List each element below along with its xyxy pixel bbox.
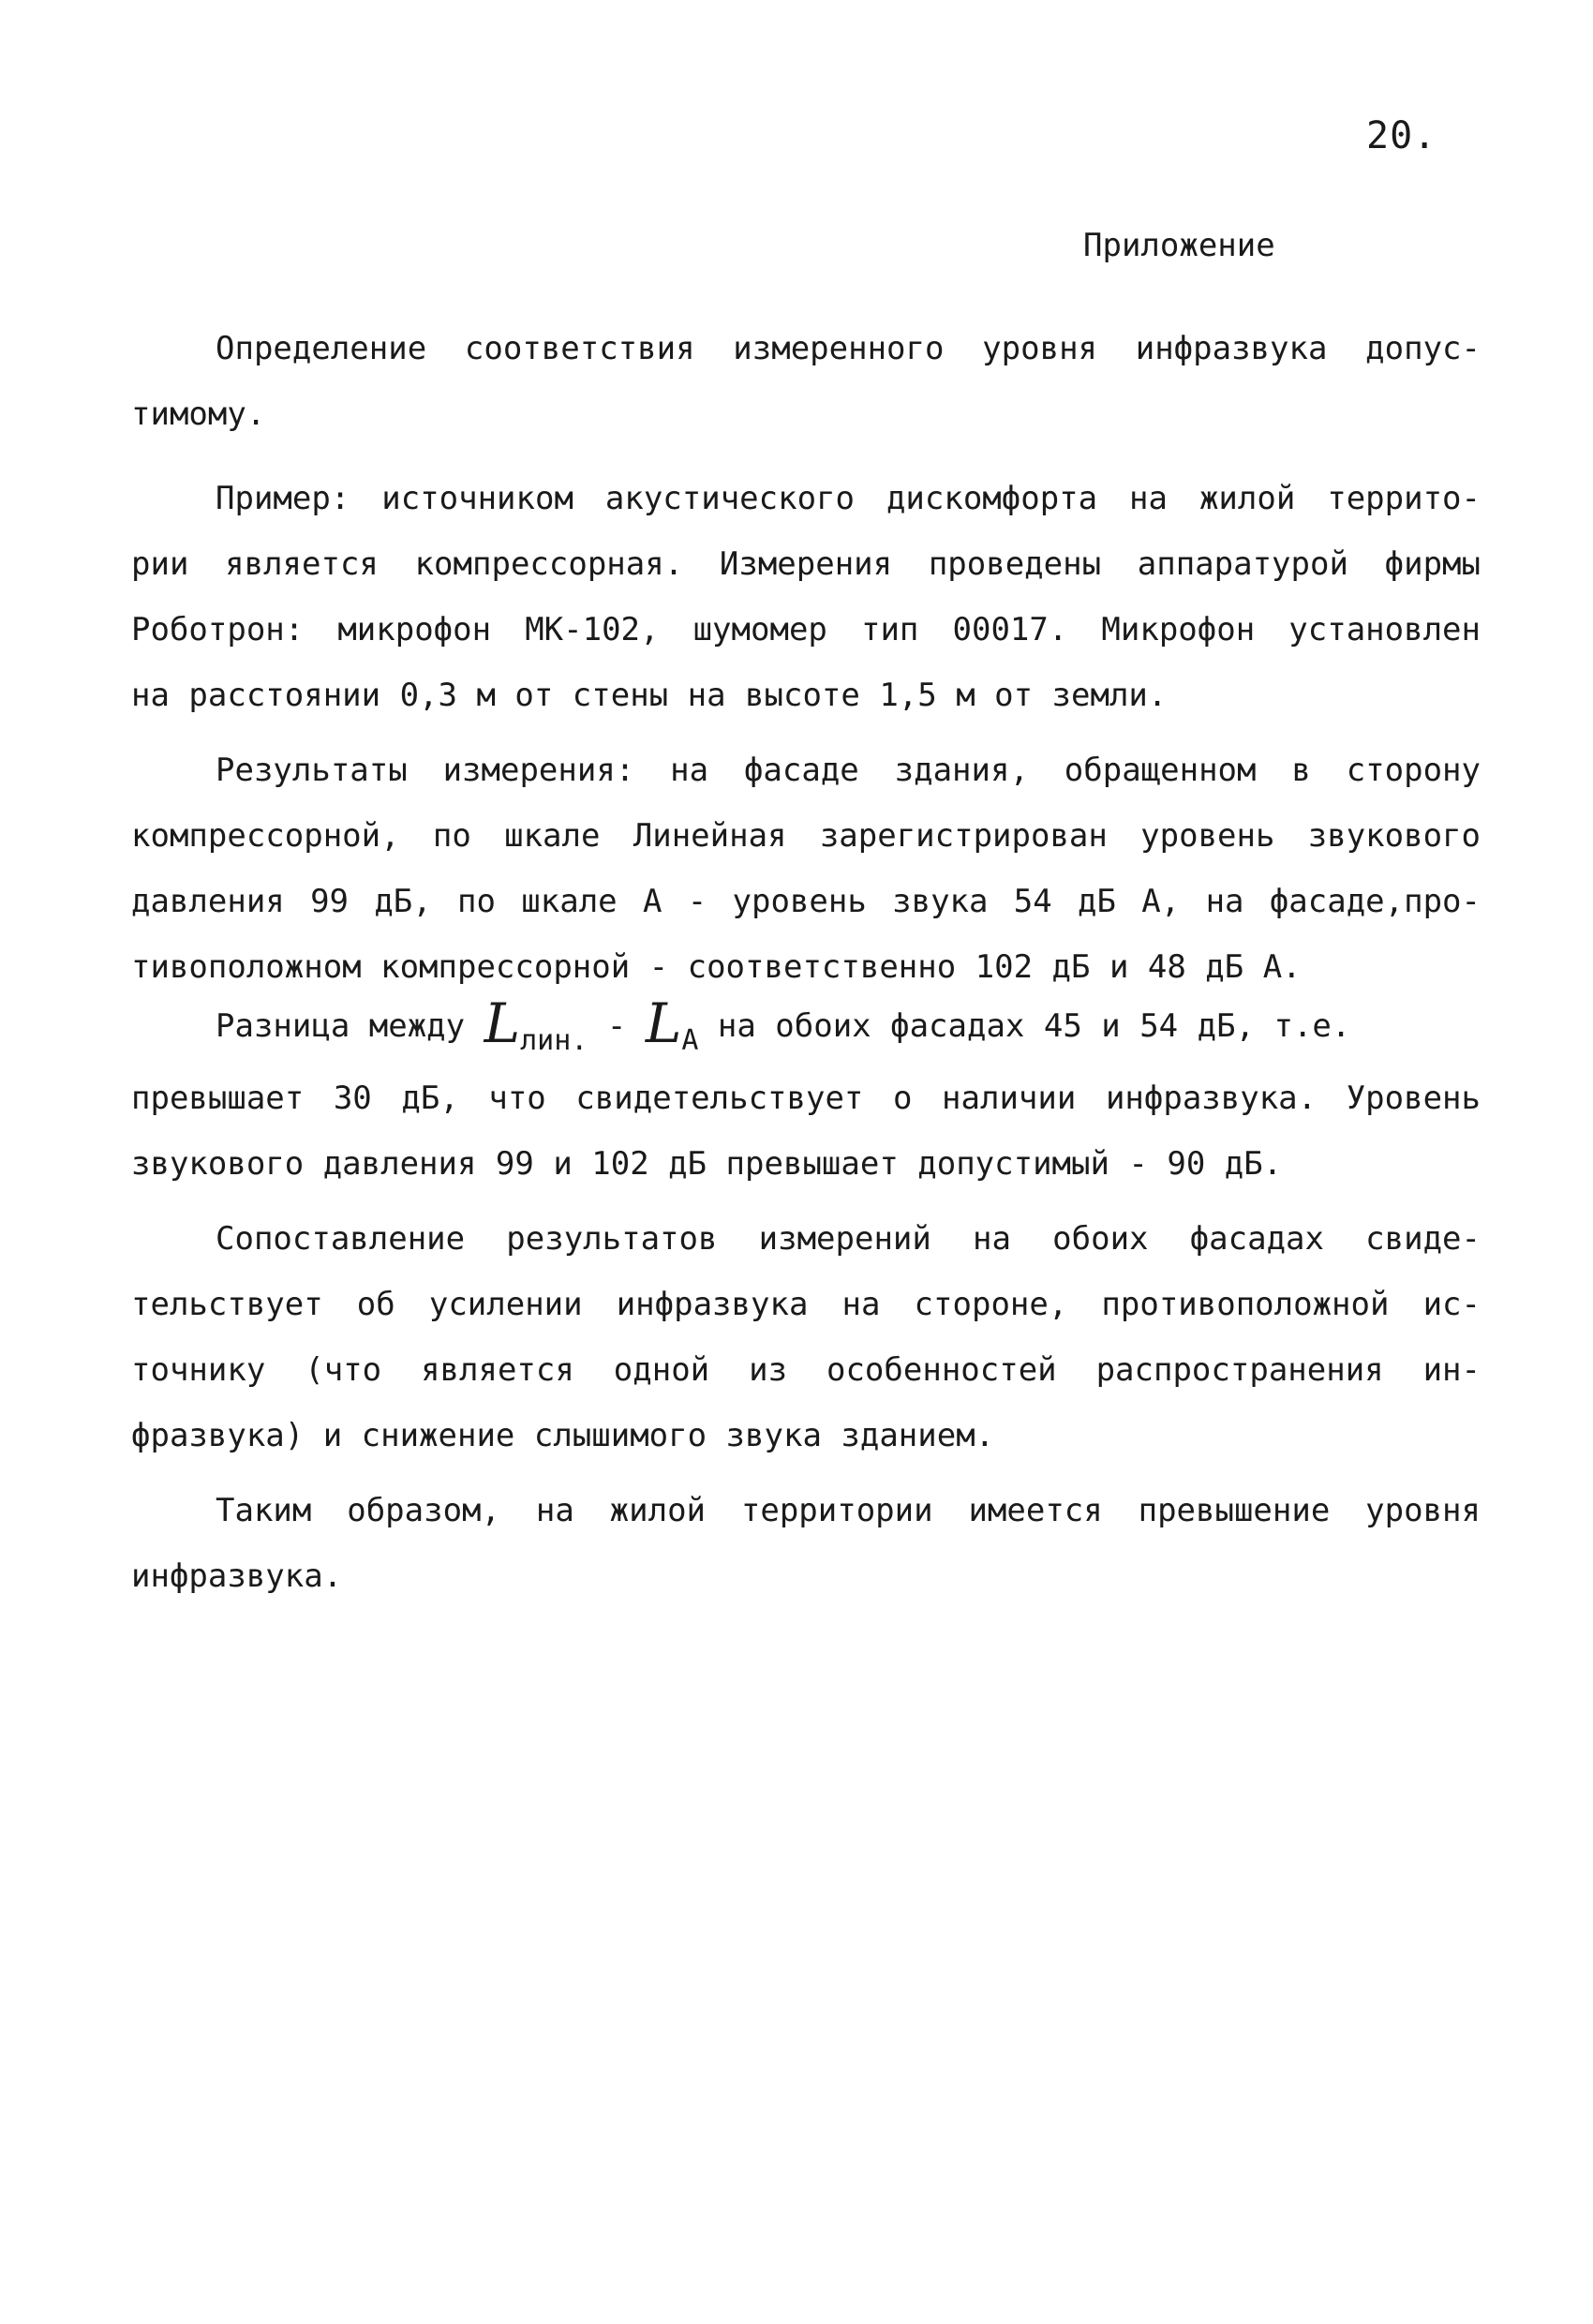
- text-line-7: Результаты измерения: на фасаде здания, обращенном в сторону: [216, 752, 1481, 789]
- formula-prefix: Разница между: [216, 1007, 466, 1045]
- text-line-1: Определение соответствия измеренного уровня инфразвука допус-: [216, 330, 1481, 367]
- text-line-12: превышает 30 дБ, что свидетельствует о наличии инфразвука. Уровень: [131, 1080, 1481, 1117]
- subscript-a: А: [681, 1024, 699, 1057]
- text-line-8: компрессорной, по шкале Линейная зарегистрирован уровень звукового: [131, 817, 1481, 855]
- level-symbol-linear: L: [484, 991, 521, 1055]
- minus-sign: -: [606, 1007, 627, 1045]
- text-line-6: на расстоянии 0,3 м от стены на высоте 1,5 м от земли.: [131, 677, 1168, 714]
- text-line-14: Сопоставление результатов измерений на обоих фасадах свиде-: [216, 1220, 1481, 1258]
- subscript-linear: лин.: [520, 1024, 588, 1057]
- level-symbol-a: L: [645, 991, 682, 1055]
- text-line-9: давления 99 дБ, по шкале А - уровень звука 54 дБ А, на фасаде,про-: [131, 883, 1481, 920]
- text-line-5: Роботрон: микрофон МК-102, шумомер тип 00017. Микрофон установлен: [131, 611, 1481, 648]
- page-number: 20.: [1366, 114, 1437, 157]
- text-line-18: Таким образом, на жилой территории имеется превышение уровня: [216, 1492, 1481, 1529]
- text-line-10: тивоположном компрессорной - соответственно 102 дБ и 48 дБ А.: [131, 948, 1302, 986]
- text-line-3: Пример: источником акустического дискомфорта на жилой террито-: [216, 480, 1481, 517]
- formula-suffix: на обоих фасадах 45 и 54 дБ, т.е.: [717, 1007, 1351, 1045]
- formula-line: [216, 991, 1481, 1060]
- text-line-15: тельствует об усилении инфразвука на стороне, противоположной ис-: [131, 1286, 1481, 1323]
- text-line-4: рии является компрессорная. Измерения проведены аппаратурой фирмы: [131, 545, 1481, 583]
- text-line-19: инфразвука.: [131, 1557, 343, 1595]
- text-line-16: точнику (что является одной из особенностей распространения ин-: [131, 1351, 1481, 1389]
- text-line-13: звукового давления 99 и 102 дБ превышает допустимый - 90 дБ.: [131, 1145, 1283, 1183]
- appendix-heading: Приложение: [1083, 227, 1275, 264]
- text-line-2: тимому.: [131, 395, 266, 433]
- text-line-17: фразвука) и снижение слышимого звука зданием.: [131, 1417, 995, 1454]
